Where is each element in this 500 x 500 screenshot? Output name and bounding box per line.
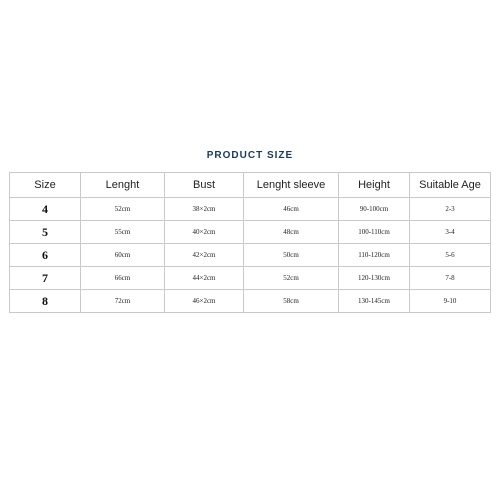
header-length: Lenght	[81, 173, 165, 198]
header-suitable-age: Suitable Age	[410, 173, 491, 198]
age-cell: 3-4	[410, 221, 491, 244]
height-cell: 130-145cm	[339, 290, 410, 313]
height-cell: 100-110cm	[339, 221, 410, 244]
height-cell: 90-100cm	[339, 198, 410, 221]
sleeve-length-cell: 50cm	[244, 244, 339, 267]
table-header-row	[10, 173, 491, 198]
length-cell: 60cm	[81, 244, 165, 267]
bust-cell: 42×2cm	[165, 244, 244, 267]
age-cell: 5-6	[410, 244, 491, 267]
size-cell: 5	[10, 221, 81, 244]
height-cell: 120-130cm	[339, 267, 410, 290]
sleeve-length-cell: 52cm	[244, 267, 339, 290]
size-cell: 4	[10, 198, 81, 221]
bust-cell: 44×2cm	[165, 267, 244, 290]
size-cell: 8	[10, 290, 81, 313]
table-row	[10, 290, 491, 313]
table-row	[10, 221, 491, 244]
length-cell: 55cm	[81, 221, 165, 244]
size-cell: 7	[10, 267, 81, 290]
height-cell: 110-120cm	[339, 244, 410, 267]
header-size: Size	[10, 173, 81, 198]
length-cell: 66cm	[81, 267, 165, 290]
length-cell: 72cm	[81, 290, 165, 313]
sleeve-length-cell: 46cm	[244, 198, 339, 221]
age-cell: 9-10	[410, 290, 491, 313]
table-row	[10, 267, 491, 290]
size-chart-table	[9, 172, 491, 313]
bust-cell: 46×2cm	[165, 290, 244, 313]
header-sleeve-length: Lenght sleeve	[244, 173, 339, 198]
header-height: Height	[339, 173, 410, 198]
header-bust: Bust	[165, 173, 244, 198]
bust-cell: 40×2cm	[165, 221, 244, 244]
table-row	[10, 244, 491, 267]
table-row	[10, 198, 491, 221]
length-cell: 52cm	[81, 198, 165, 221]
sleeve-length-cell: 48cm	[244, 221, 339, 244]
size-cell: 6	[10, 244, 81, 267]
age-cell: 2-3	[410, 198, 491, 221]
age-cell: 7-8	[410, 267, 491, 290]
sleeve-length-cell: 58cm	[244, 290, 339, 313]
bust-cell: 38×2cm	[165, 198, 244, 221]
page-title: PRODUCT SIZE	[206, 150, 294, 161]
